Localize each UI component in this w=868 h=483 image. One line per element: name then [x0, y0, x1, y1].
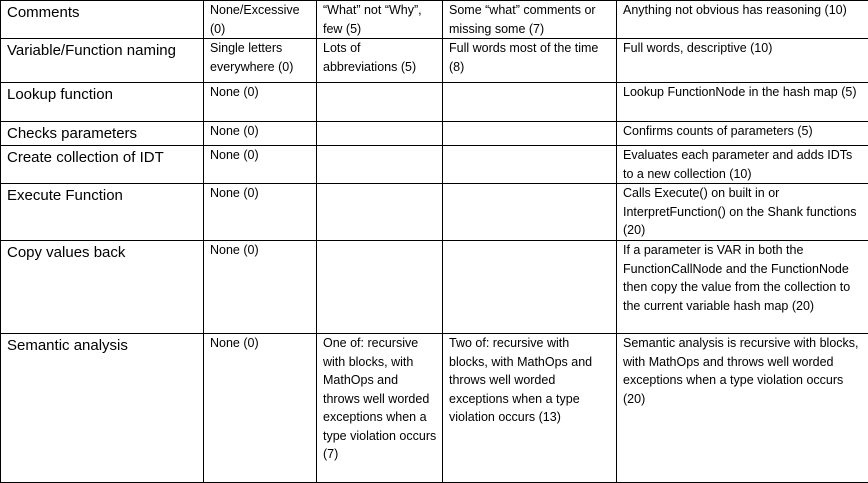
score-text: If a parameter is VAR in both the FunctionCallNode and the FunctionNode then copy the value from the collection to the current variable hash map (20): [623, 241, 863, 315]
score-text: Semantic analysis is recursive with blocks, with MathOps and throws well worded exceptions when a type violation occurs (20): [623, 334, 863, 408]
criterion-cell: [1, 184, 204, 241]
score-cell: [204, 83, 317, 122]
score-text: Lookup FunctionNode in the hash map (5): [623, 83, 863, 102]
criterion-label: Comments: [7, 1, 199, 24]
score-cell: [204, 39, 317, 83]
score-cell: [443, 334, 617, 483]
criterion-label: Create collection of IDT: [7, 146, 199, 169]
criterion-cell: [1, 39, 204, 83]
score-cell: [204, 1, 317, 39]
criterion-cell: [1, 146, 204, 184]
score-text: Full words, descriptive (10): [623, 39, 863, 58]
criterion-cell: [1, 241, 204, 334]
criterion-label: Copy values back: [7, 241, 199, 264]
table-row-lookup: [1, 83, 868, 122]
score-cell: [443, 241, 617, 334]
score-cell: [317, 1, 443, 39]
score-text: Full words most of the time (8): [449, 39, 611, 76]
score-cell: [617, 122, 868, 146]
table-row-naming: [1, 39, 868, 83]
score-cell: [443, 1, 617, 39]
score-cell: [443, 184, 617, 241]
criterion-label: Semantic analysis: [7, 334, 199, 357]
table-row-execute-function: [1, 184, 868, 241]
score-cell: [317, 146, 443, 184]
score-cell: [317, 122, 443, 146]
criterion-label: Variable/Function naming: [7, 39, 199, 62]
table-row-comments: [1, 1, 868, 39]
score-cell: [617, 241, 868, 334]
score-cell: [317, 241, 443, 334]
score-text: None (0): [210, 122, 311, 141]
score-text: Evaluates each parameter and adds IDTs to a new collection (10): [623, 146, 863, 183]
score-cell: [617, 1, 868, 39]
score-text: Lots of abbreviations (5): [323, 39, 437, 76]
criterion-label: Execute Function: [7, 184, 199, 207]
score-cell: [204, 241, 317, 334]
score-cell: [443, 122, 617, 146]
criterion-label: Checks parameters: [7, 122, 199, 145]
score-text: “What” not “Why”, few (5): [323, 1, 437, 38]
score-cell: [617, 184, 868, 241]
criterion-cell: [1, 122, 204, 146]
score-text: None (0): [210, 184, 311, 203]
score-cell: [204, 334, 317, 483]
score-cell: [443, 39, 617, 83]
score-text: Two of: recursive with blocks, with MathOps and throws well worded exceptions when a type violation occurs (13): [449, 334, 611, 427]
score-cell: [317, 83, 443, 122]
score-cell: [617, 334, 868, 483]
score-cell: [204, 146, 317, 184]
table-row-semantic-analysis: [1, 334, 868, 483]
score-text: None (0): [210, 146, 311, 165]
score-cell: [443, 146, 617, 184]
table-row-copy-values-back: [1, 241, 868, 334]
criterion-cell: [1, 83, 204, 122]
table-row-create-collection: [1, 146, 868, 184]
score-text: None (0): [210, 241, 311, 260]
score-text: Anything not obvious has reasoning (10): [623, 1, 863, 20]
score-cell: [443, 83, 617, 122]
score-cell: [317, 184, 443, 241]
score-text: None/Excessive (0): [210, 1, 311, 38]
score-cell: [317, 334, 443, 483]
score-text: None (0): [210, 334, 311, 353]
score-cell: [204, 184, 317, 241]
score-text: Calls Execute() on built in or InterpretFunction() on the Shank functions (20): [623, 184, 863, 240]
score-cell: [617, 146, 868, 184]
score-cell: [617, 83, 868, 122]
criterion-cell: [1, 334, 204, 483]
score-text: One of: recursive with blocks, with MathOps and throws well worded exceptions when a type violation occurs (7): [323, 334, 437, 464]
score-text: Confirms counts of parameters (5): [623, 122, 863, 141]
score-cell: [204, 122, 317, 146]
table-row-checks-parameters: [1, 122, 868, 146]
score-text: Single letters everywhere (0): [210, 39, 311, 76]
score-text: None (0): [210, 83, 311, 102]
criterion-label: Lookup function: [7, 83, 199, 106]
score-cell: [617, 39, 868, 83]
score-text: Some “what” comments or missing some (7): [449, 1, 611, 38]
score-cell: [317, 39, 443, 83]
criterion-cell: [1, 1, 204, 39]
